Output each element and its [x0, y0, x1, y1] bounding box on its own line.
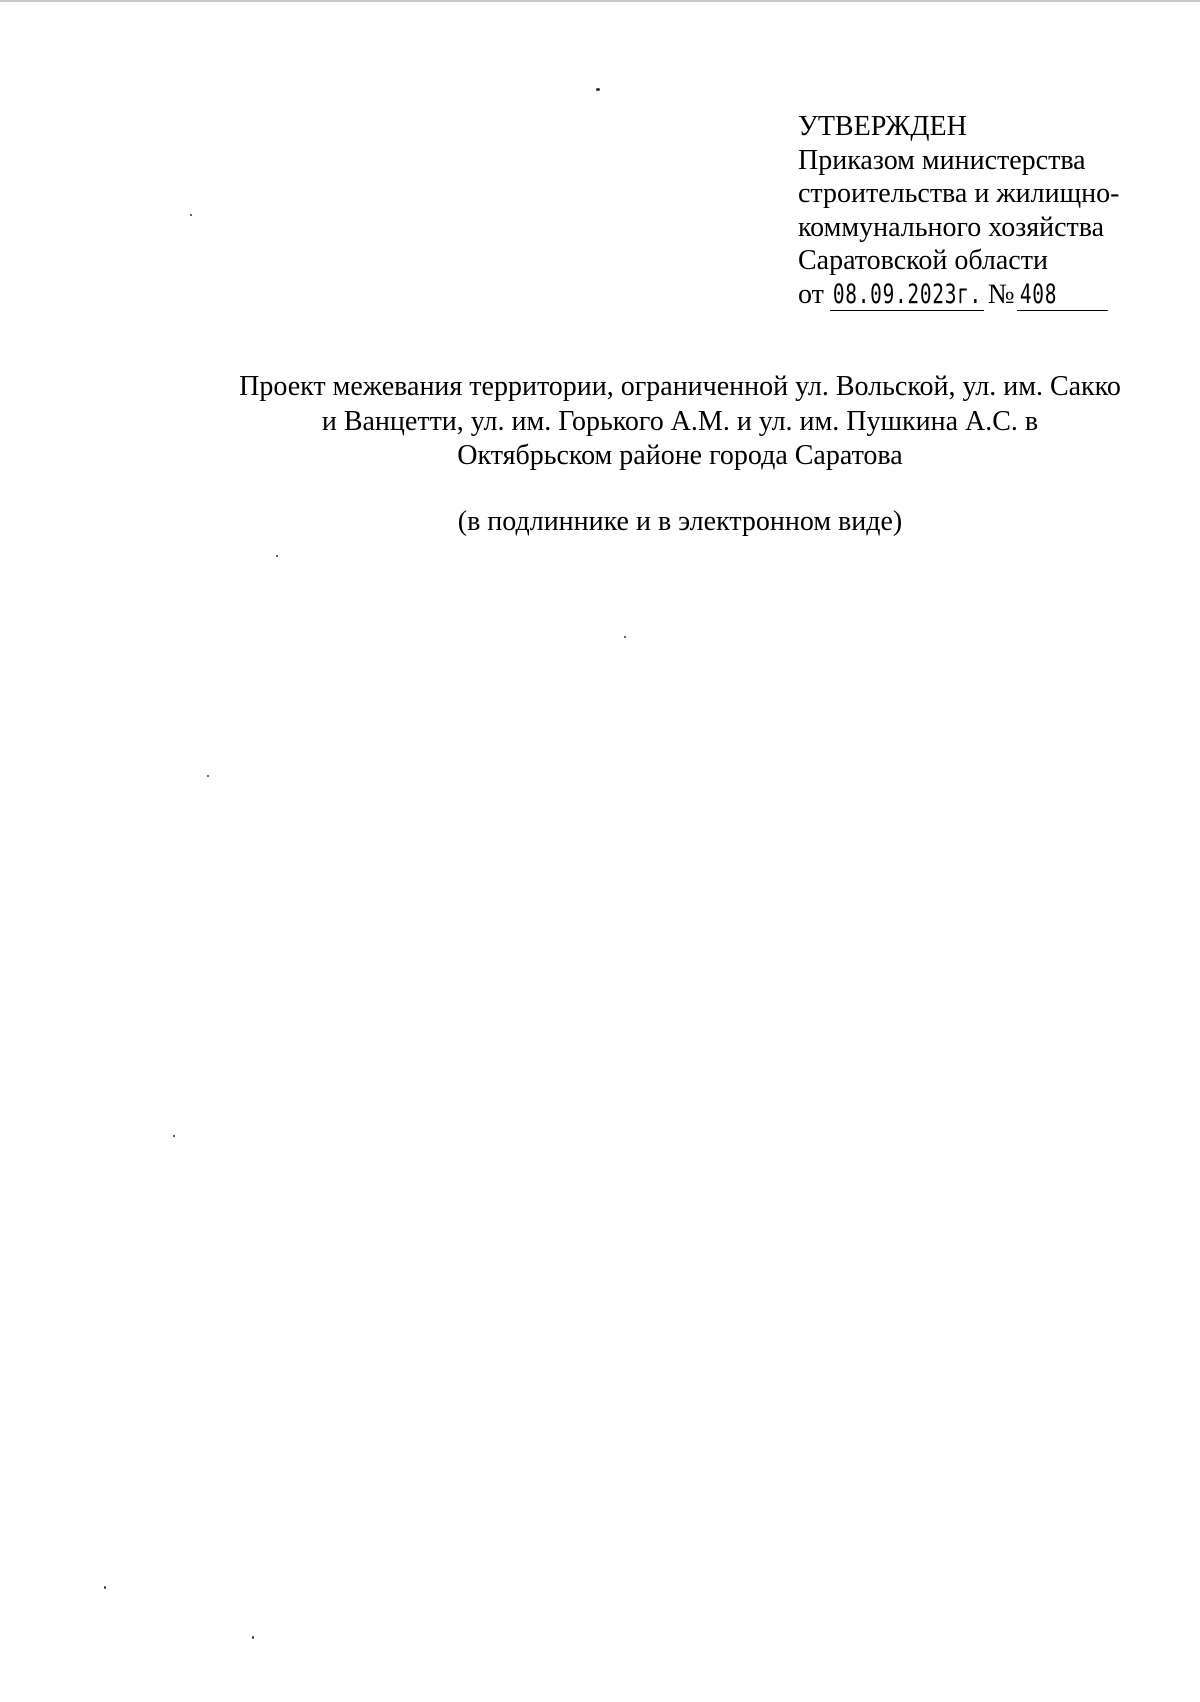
title-line: Октябрьском районе города Саратова	[457, 440, 903, 471]
date-prefix: от	[798, 278, 824, 310]
title-line: Проект межевания территории, ограниченной ул. Вольской, ул. им. Сакко	[239, 371, 1121, 402]
approval-line: строительства и жилищно-	[798, 178, 1120, 209]
scan-speck	[104, 1586, 106, 1589]
approval-line: Приказом министерства	[798, 144, 1086, 176]
scan-speck	[624, 636, 626, 638]
approval-line: Саратовской области	[798, 245, 1048, 276]
approval-block	[798, 110, 1138, 311]
scan-speck	[252, 1636, 254, 1639]
handwritten-date: 08.09.2023г.	[830, 280, 984, 311]
document-subtitle: (в подлиннике и в электронном виде)	[457, 506, 903, 537]
scan-speck	[596, 88, 600, 91]
handwritten-order-number: 408	[1017, 280, 1108, 311]
scan-speck	[173, 1135, 175, 1137]
title-line: и Ванцетти, ул. им. Горького А.М. и ул. им. Пушкина А.С. в	[321, 405, 1039, 437]
scan-speck	[190, 214, 192, 216]
scan-speck	[276, 555, 278, 557]
order-date-number-line	[798, 278, 1138, 312]
number-sign: №	[987, 278, 1015, 310]
scan-speck	[207, 775, 209, 777]
approval-heading: УТВЕРЖДЕН	[798, 111, 967, 142]
document-title	[200, 370, 1160, 474]
approval-line: коммунального хозяйства	[798, 211, 1105, 243]
